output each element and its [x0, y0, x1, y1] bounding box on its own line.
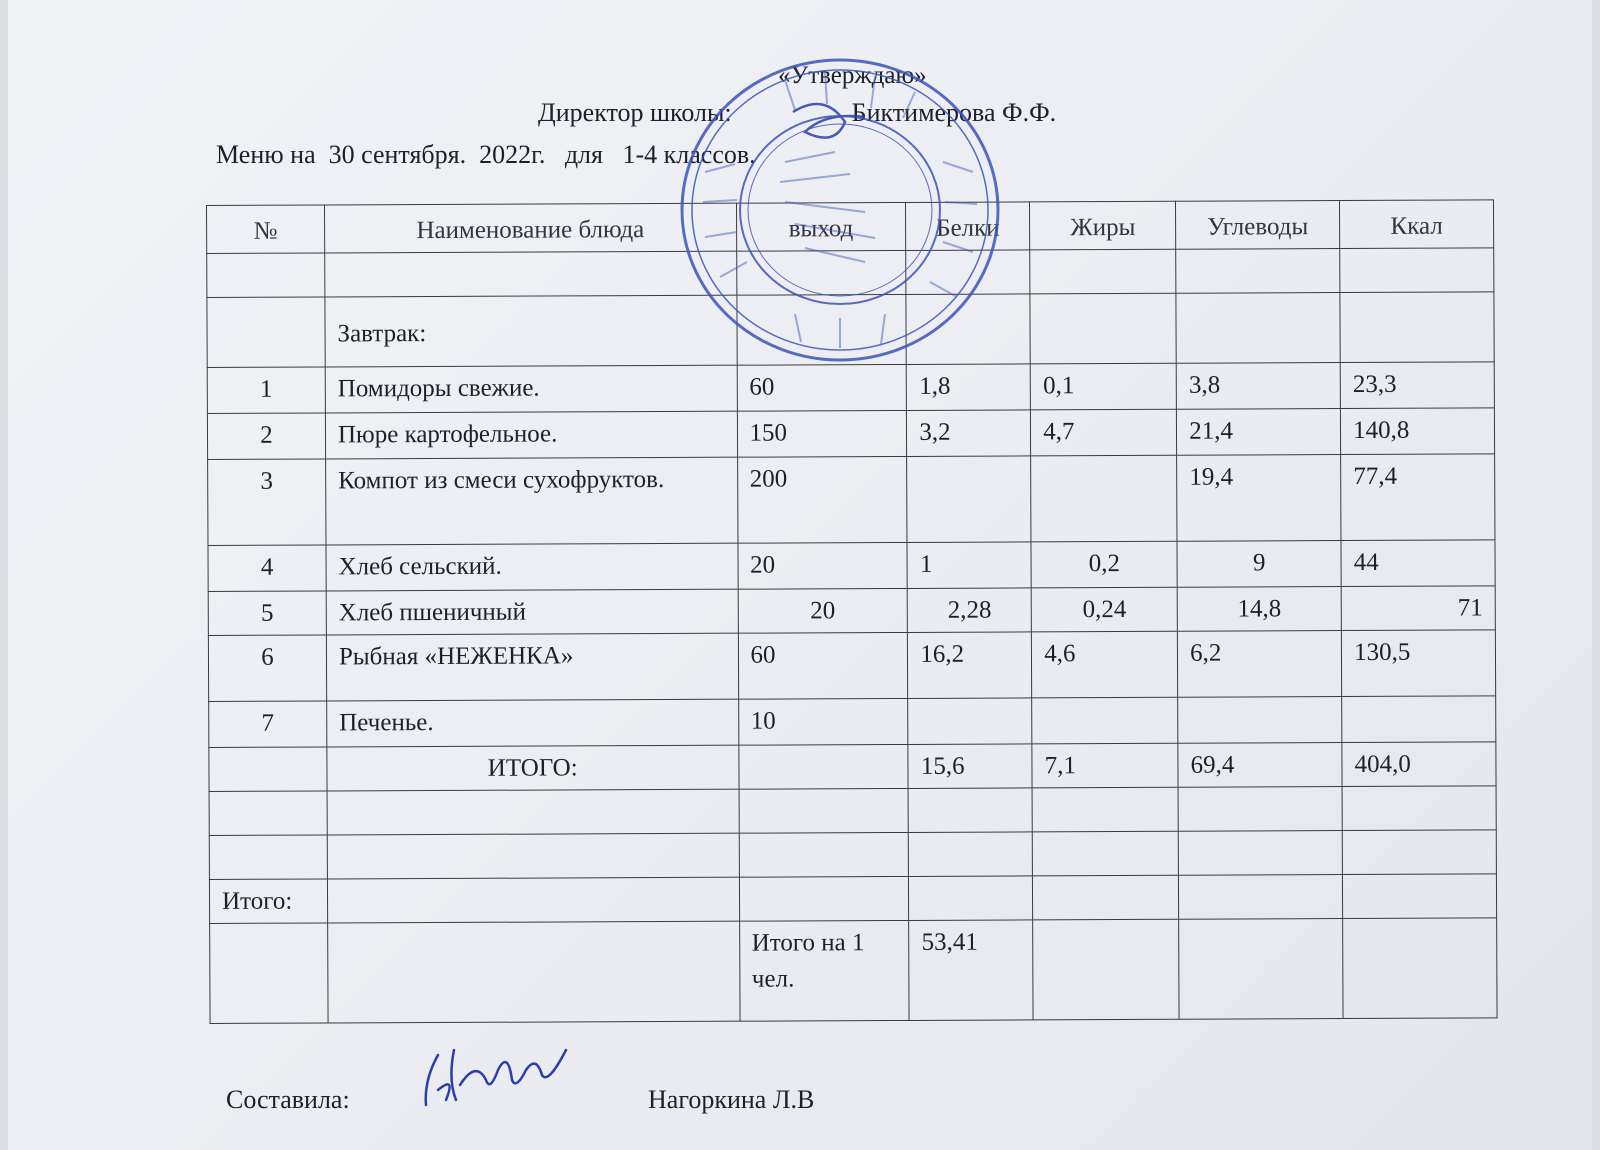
empty-row: [209, 830, 1496, 880]
empty-row: [207, 248, 1494, 298]
row-fat: [1032, 697, 1178, 744]
section-row: [207, 292, 1494, 368]
row-out: 20: [737, 542, 907, 589]
director-label: Директор школы:: [538, 98, 732, 127]
col-header-kcal: Ккал: [1340, 200, 1494, 249]
row-fat: 0,1: [1030, 363, 1176, 410]
row-num: 2: [207, 413, 325, 460]
per-person-row: [210, 918, 1497, 1024]
menu-table: [206, 199, 1498, 1024]
row-prot: 3,2: [907, 410, 1031, 457]
row-out: 60: [737, 364, 907, 411]
row-dish: Помидоры свежие.: [325, 365, 737, 413]
row-dish: Хлеб пшеничный: [326, 589, 738, 635]
grand-total-row: [209, 874, 1496, 924]
total-kcal: 404,0: [1342, 742, 1496, 787]
row-carb: 6,2: [1178, 631, 1342, 698]
row-num: 6: [208, 635, 326, 702]
col-header-name: Наименование блюда: [324, 203, 736, 253]
table-row: [208, 630, 1495, 702]
row-num: 5: [208, 591, 326, 636]
row-fat: 4,7: [1031, 409, 1177, 456]
empty-row: [209, 786, 1496, 836]
table-row: [208, 540, 1495, 592]
signature-mark: [416, 1030, 576, 1120]
table-row: [209, 696, 1496, 748]
total-label: ИТОГО:: [327, 745, 739, 791]
row-kcal: 140,8: [1340, 408, 1494, 455]
row-prot: [907, 456, 1031, 543]
row-num: 3: [208, 459, 326, 546]
row-fat: 0,2: [1031, 541, 1177, 588]
total-prot: 15,6: [908, 744, 1032, 789]
row-out: 10: [738, 698, 908, 745]
table-row: [207, 362, 1494, 414]
director-line: [538, 98, 1056, 128]
col-header-out: выход: [736, 202, 906, 251]
table-header-row: [207, 200, 1494, 254]
grand-total-label: Итого:: [209, 879, 327, 924]
row-kcal: 130,5: [1341, 630, 1495, 697]
row-prot: 2,28: [908, 588, 1032, 633]
document-page: [8, 0, 1592, 1150]
director-name: Биктимерова Ф.Ф.: [851, 98, 1057, 127]
col-header-prot: Белки: [906, 202, 1030, 251]
row-dish: Хлеб сельский.: [326, 543, 738, 591]
total-carb: 69,4: [1178, 743, 1342, 788]
row-out: 200: [737, 456, 907, 543]
row-num: 4: [208, 545, 326, 592]
row-prot: [908, 698, 1032, 745]
composed-label: Составила:: [226, 1085, 350, 1114]
row-carb: 14,8: [1177, 587, 1341, 632]
table-row: [208, 586, 1495, 636]
col-header-carb: Углеводы: [1176, 201, 1340, 250]
row-dish: Компот из смеси сухофруктов.: [326, 457, 738, 545]
col-header-num: №: [207, 205, 325, 254]
row-carb: 19,4: [1177, 455, 1341, 542]
row-carb: 21,4: [1177, 409, 1341, 456]
menu-title: Меню на 30 сентября. 2022г. для 1-4 классов.: [216, 140, 756, 169]
row-num: 1: [207, 367, 325, 414]
row-out: 60: [738, 632, 908, 699]
row-out: 20: [738, 588, 908, 633]
row-kcal: 71: [1341, 586, 1495, 631]
row-fat: 4,6: [1032, 631, 1178, 698]
row-fat: [1031, 455, 1177, 542]
total-fat: 7,1: [1032, 743, 1178, 788]
row-dish: Печенье.: [327, 699, 739, 747]
per-person-label: Итого на 1 чел.: [739, 920, 909, 1021]
row-prot: 1,8: [907, 364, 1031, 411]
approval-heading: «Утверждаю»: [778, 62, 927, 89]
row-dish: Рыбная «НЕЖЕНКА»: [326, 633, 738, 701]
row-carb: 9: [1177, 541, 1341, 588]
row-carb: [1178, 697, 1342, 744]
section-label: Завтрак:: [325, 295, 737, 367]
row-kcal: [1342, 696, 1496, 743]
col-header-fat: Жиры: [1030, 201, 1176, 250]
row-out: 150: [737, 410, 907, 457]
per-person-value: 53,41: [909, 920, 1033, 1021]
row-kcal: 44: [1341, 540, 1495, 587]
row-num: 7: [209, 701, 327, 748]
row-dish: Пюре картофельное.: [325, 411, 737, 459]
table-row: [207, 408, 1494, 460]
total-row: [209, 742, 1496, 792]
table-row: [208, 454, 1495, 546]
row-fat: 0,24: [1031, 587, 1177, 632]
author-name: Нагоркина Л.В: [648, 1085, 815, 1114]
row-kcal: 77,4: [1341, 454, 1495, 541]
row-carb: 3,8: [1176, 363, 1340, 410]
row-kcal: 23,3: [1340, 362, 1494, 409]
row-prot: 16,2: [908, 632, 1032, 699]
row-prot: 1: [907, 542, 1031, 589]
